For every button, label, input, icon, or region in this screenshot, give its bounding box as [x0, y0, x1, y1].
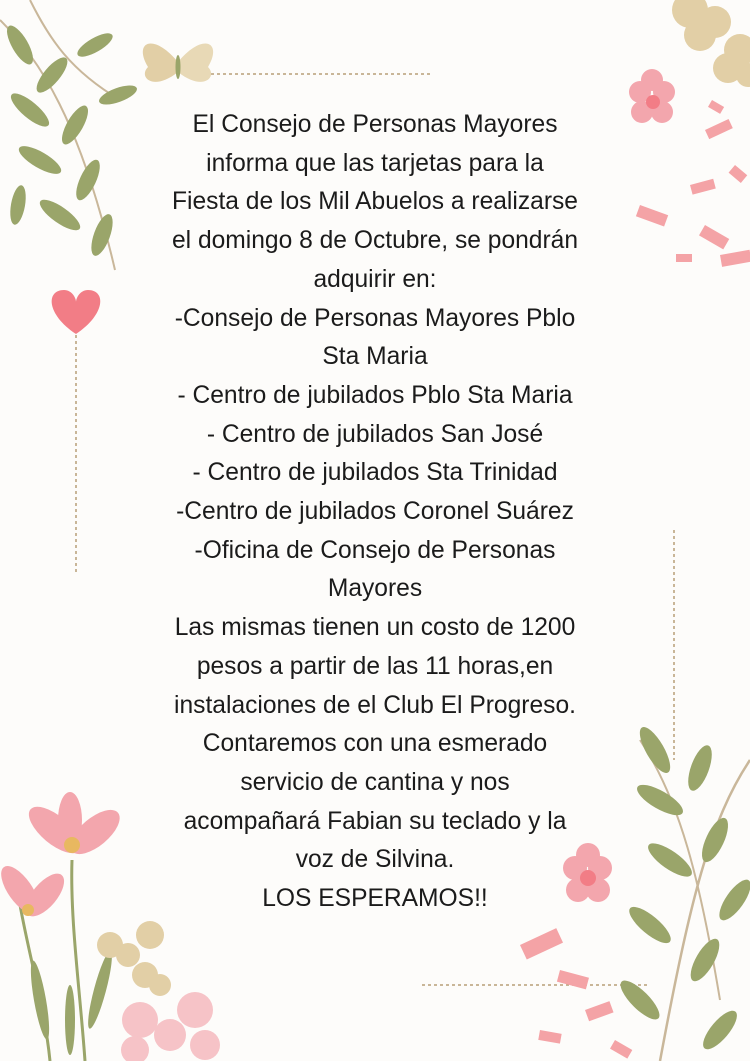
text-line: Fiesta de los Mil Abuelos a realizarse — [172, 188, 578, 216]
text-line: informa que las tarjetas para la — [206, 149, 544, 177]
text-line: servicio de cantina y nos — [240, 768, 510, 796]
text-line: - Centro de jubilados Pblo Sta Maria — [177, 381, 573, 409]
flyer-text — [112, 106, 638, 919]
text-line: -Centro de jubilados Coronel Suárez — [176, 498, 574, 526]
text-line: El Consejo de Personas Mayores — [192, 111, 558, 138]
butterfly-icon — [143, 43, 213, 81]
text-line: -Oficina de Consejo de Personas — [194, 536, 556, 564]
text-line: Contaremos con una esmerado — [202, 730, 548, 758]
text-line: Las mismas tienen un costo de 1200 — [174, 614, 576, 642]
text-line: el domingo 8 de Octubre, se pondrán — [171, 227, 579, 255]
top-right-flowers-icon — [629, 0, 750, 123]
text-line: Sta Maria — [322, 343, 428, 371]
closing-line: LOS ESPERAMOS!! — [262, 885, 488, 913]
text-line: - Centro de jubilados Sta Trinidad — [192, 459, 558, 487]
text-line: voz de Silvina. — [295, 846, 455, 874]
text-line: -Consejo de Personas Mayores Pblo — [174, 304, 576, 332]
text-line: pesos a partir de las 11 horas,en — [196, 652, 554, 680]
confetti-top-right — [636, 100, 750, 267]
text-line: instalaciones de el Club El Progreso. — [174, 691, 576, 719]
text-line: - Centro de jubilados San José — [206, 420, 544, 448]
text-line: Mayores — [327, 575, 423, 603]
text-line: adquirir en: — [313, 265, 437, 293]
confetti-bottom-right — [520, 928, 632, 1059]
text-line: acompañará Fabian su teclado y la — [183, 807, 567, 835]
heart-icon — [52, 290, 101, 334]
